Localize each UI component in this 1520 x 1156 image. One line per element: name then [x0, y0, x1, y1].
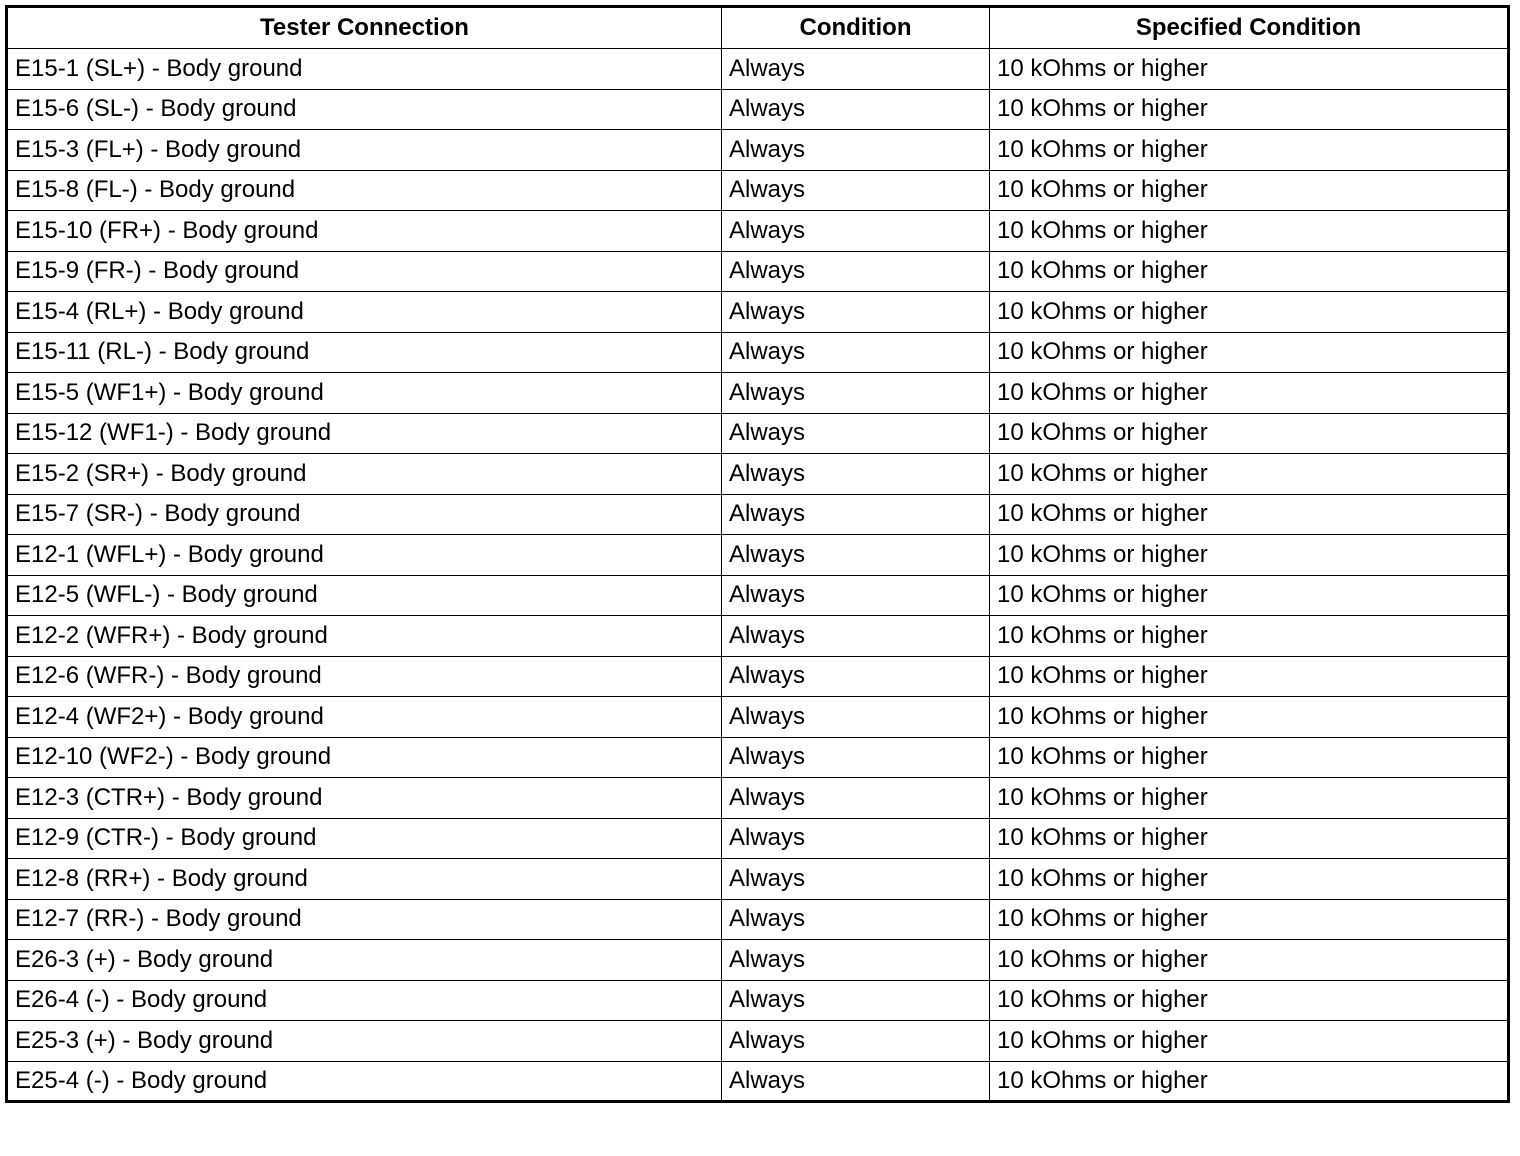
- table-row: [7, 899, 1509, 940]
- table-row: [7, 697, 1509, 738]
- table-row: [7, 737, 1509, 778]
- cell-specified-condition: 10 kOhms or higher: [990, 737, 1509, 778]
- cell-tester-connection: E15-7 (SR-) - Body ground: [7, 494, 722, 535]
- table-row: [7, 494, 1509, 535]
- cell-specified-condition: 10 kOhms or higher: [990, 818, 1509, 859]
- cell-specified-condition: 10 kOhms or higher: [990, 170, 1509, 211]
- cell-specified-condition: 10 kOhms or higher: [990, 940, 1509, 981]
- cell-condition: Always: [722, 656, 990, 697]
- table-row: [7, 575, 1509, 616]
- table-row: [7, 1061, 1509, 1102]
- cell-specified-condition: 10 kOhms or higher: [990, 980, 1509, 1021]
- header-condition: Condition: [722, 7, 990, 49]
- cell-tester-connection: E12-5 (WFL-) - Body ground: [7, 575, 722, 616]
- cell-specified-condition: 10 kOhms or higher: [990, 778, 1509, 819]
- cell-tester-connection: E12-8 (RR+) - Body ground: [7, 859, 722, 900]
- cell-tester-connection: E15-5 (WF1+) - Body ground: [7, 373, 722, 414]
- cell-tester-connection: E25-3 (+) - Body ground: [7, 1021, 722, 1062]
- cell-tester-connection: E15-9 (FR-) - Body ground: [7, 251, 722, 292]
- cell-tester-connection: E15-3 (FL+) - Body ground: [7, 130, 722, 171]
- cell-condition: Always: [722, 211, 990, 252]
- cell-specified-condition: 10 kOhms or higher: [990, 251, 1509, 292]
- cell-tester-connection: E15-1 (SL+) - Body ground: [7, 49, 722, 90]
- cell-condition: Always: [722, 859, 990, 900]
- cell-specified-condition: 10 kOhms or higher: [990, 899, 1509, 940]
- cell-tester-connection: E12-2 (WFR+) - Body ground: [7, 616, 722, 657]
- cell-specified-condition: 10 kOhms or higher: [990, 1061, 1509, 1102]
- cell-tester-connection: E26-4 (-) - Body ground: [7, 980, 722, 1021]
- table-row: [7, 332, 1509, 373]
- table-row: [7, 940, 1509, 981]
- cell-specified-condition: 10 kOhms or higher: [990, 413, 1509, 454]
- cell-condition: Always: [722, 1061, 990, 1102]
- cell-tester-connection: E15-6 (SL-) - Body ground: [7, 89, 722, 130]
- table-row: [7, 818, 1509, 859]
- table-row: [7, 292, 1509, 333]
- cell-specified-condition: 10 kOhms or higher: [990, 89, 1509, 130]
- cell-condition: Always: [722, 494, 990, 535]
- cell-condition: Always: [722, 332, 990, 373]
- cell-specified-condition: 10 kOhms or higher: [990, 494, 1509, 535]
- cell-tester-connection: E26-3 (+) - Body ground: [7, 940, 722, 981]
- cell-condition: Always: [722, 251, 990, 292]
- table-header-row: [7, 7, 1509, 49]
- resistance-spec-table: [5, 5, 1510, 1103]
- cell-specified-condition: 10 kOhms or higher: [990, 575, 1509, 616]
- cell-specified-condition: 10 kOhms or higher: [990, 373, 1509, 414]
- cell-condition: Always: [722, 413, 990, 454]
- table-body: [7, 49, 1509, 1102]
- cell-condition: Always: [722, 373, 990, 414]
- cell-tester-connection: E15-10 (FR+) - Body ground: [7, 211, 722, 252]
- table-row: [7, 89, 1509, 130]
- cell-condition: Always: [722, 535, 990, 576]
- cell-tester-connection: E15-12 (WF1-) - Body ground: [7, 413, 722, 454]
- cell-condition: Always: [722, 940, 990, 981]
- table-row: [7, 656, 1509, 697]
- cell-condition: Always: [722, 130, 990, 171]
- table-row: [7, 778, 1509, 819]
- cell-tester-connection: E12-10 (WF2-) - Body ground: [7, 737, 722, 778]
- cell-tester-connection: E12-4 (WF2+) - Body ground: [7, 697, 722, 738]
- cell-condition: Always: [722, 292, 990, 333]
- cell-specified-condition: 10 kOhms or higher: [990, 697, 1509, 738]
- table-row: [7, 454, 1509, 495]
- table-row: [7, 49, 1509, 90]
- cell-condition: Always: [722, 170, 990, 211]
- header-tester-connection: Tester Connection: [7, 7, 722, 49]
- cell-condition: Always: [722, 575, 990, 616]
- cell-tester-connection: E15-8 (FL-) - Body ground: [7, 170, 722, 211]
- cell-condition: Always: [722, 49, 990, 90]
- cell-condition: Always: [722, 899, 990, 940]
- cell-specified-condition: 10 kOhms or higher: [990, 859, 1509, 900]
- cell-specified-condition: 10 kOhms or higher: [990, 292, 1509, 333]
- cell-tester-connection: E12-3 (CTR+) - Body ground: [7, 778, 722, 819]
- cell-tester-connection: E12-9 (CTR-) - Body ground: [7, 818, 722, 859]
- cell-condition: Always: [722, 980, 990, 1021]
- cell-tester-connection: E12-7 (RR-) - Body ground: [7, 899, 722, 940]
- cell-specified-condition: 10 kOhms or higher: [990, 616, 1509, 657]
- cell-specified-condition: 10 kOhms or higher: [990, 454, 1509, 495]
- cell-tester-connection: E12-6 (WFR-) - Body ground: [7, 656, 722, 697]
- table-row: [7, 373, 1509, 414]
- cell-condition: Always: [722, 778, 990, 819]
- cell-tester-connection: E15-4 (RL+) - Body ground: [7, 292, 722, 333]
- table-row: [7, 130, 1509, 171]
- cell-specified-condition: 10 kOhms or higher: [990, 1021, 1509, 1062]
- cell-condition: Always: [722, 737, 990, 778]
- table-row: [7, 535, 1509, 576]
- cell-specified-condition: 10 kOhms or higher: [990, 535, 1509, 576]
- cell-specified-condition: 10 kOhms or higher: [990, 49, 1509, 90]
- cell-condition: Always: [722, 89, 990, 130]
- cell-condition: Always: [722, 697, 990, 738]
- table-row: [7, 170, 1509, 211]
- table-row: [7, 616, 1509, 657]
- cell-tester-connection: E12-1 (WFL+) - Body ground: [7, 535, 722, 576]
- table-row: [7, 211, 1509, 252]
- cell-condition: Always: [722, 818, 990, 859]
- cell-specified-condition: 10 kOhms or higher: [990, 211, 1509, 252]
- table-row: [7, 251, 1509, 292]
- header-specified-condition: Specified Condition: [990, 7, 1509, 49]
- cell-condition: Always: [722, 1021, 990, 1062]
- table-row: [7, 1021, 1509, 1062]
- cell-specified-condition: 10 kOhms or higher: [990, 656, 1509, 697]
- cell-tester-connection: E15-11 (RL-) - Body ground: [7, 332, 722, 373]
- cell-condition: Always: [722, 454, 990, 495]
- table-row: [7, 859, 1509, 900]
- cell-condition: Always: [722, 616, 990, 657]
- cell-tester-connection: E25-4 (-) - Body ground: [7, 1061, 722, 1102]
- table-row: [7, 980, 1509, 1021]
- table-row: [7, 413, 1509, 454]
- cell-tester-connection: E15-2 (SR+) - Body ground: [7, 454, 722, 495]
- cell-specified-condition: 10 kOhms or higher: [990, 130, 1509, 171]
- cell-specified-condition: 10 kOhms or higher: [990, 332, 1509, 373]
